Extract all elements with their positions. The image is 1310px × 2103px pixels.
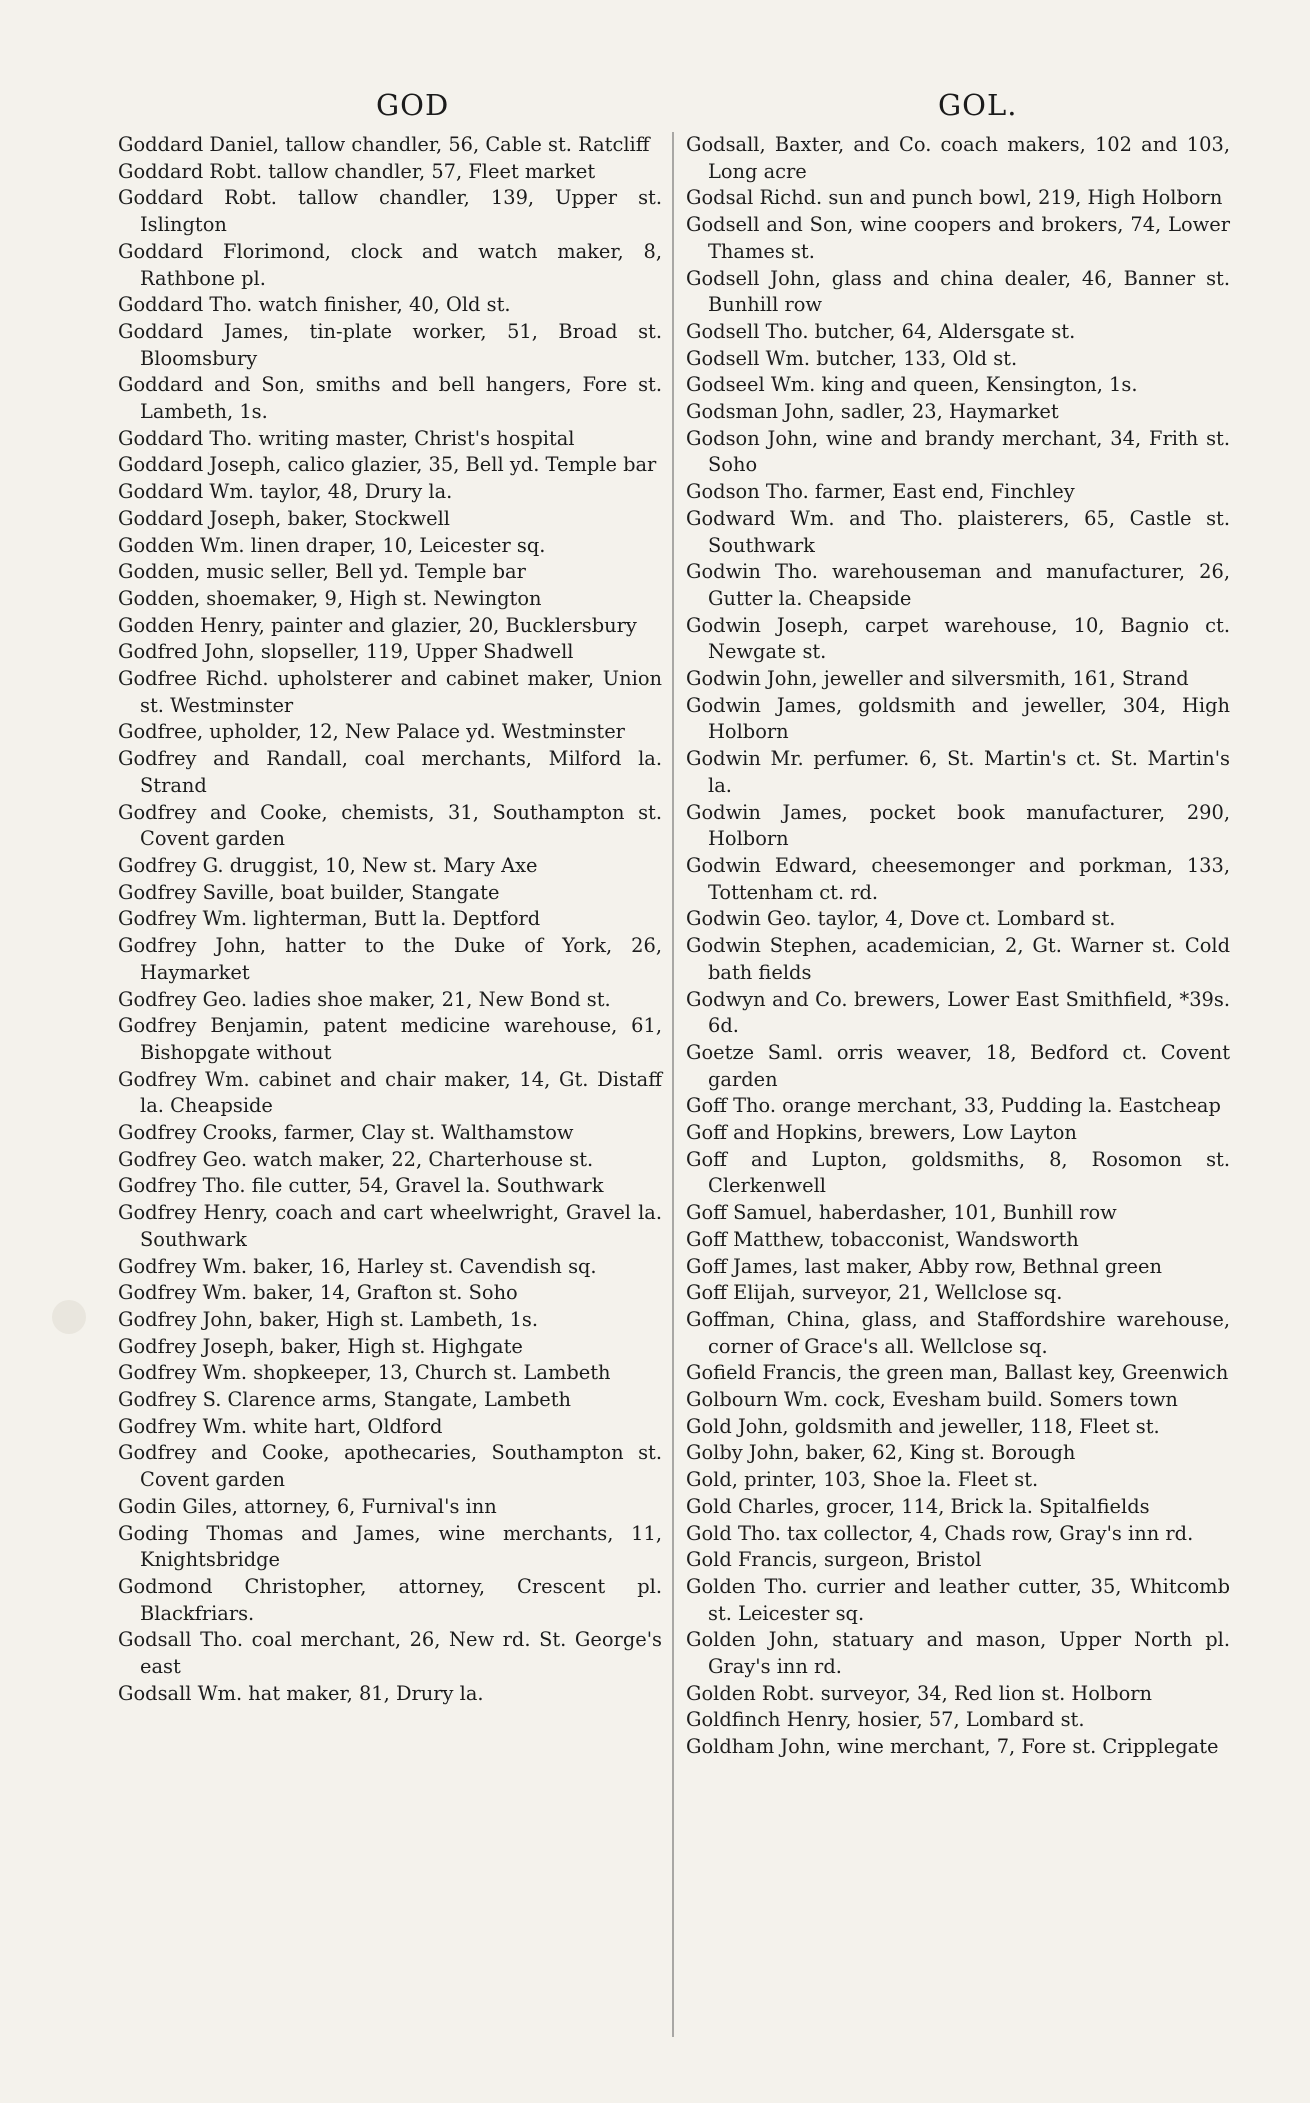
directory-entry: Godfrey Wm. white hart, Oldford	[118, 1414, 443, 1438]
directory-entry: Gofield Francis, the green man, Ballast key, Greenwich	[686, 1361, 1229, 1385]
directory-entry: Godfrey Henry, coach and cart wheelwright, Gravel la. Southwark	[118, 1201, 662, 1251]
directory-entry: Godfrey Wm. cabinet and chair maker, 14, Gt. Distaff la. Cheapside	[118, 1067, 662, 1118]
columns	[118, 132, 1234, 2037]
directory-entry: Godwin Joseph, carpet warehouse, 10, Bagnio ct. Newgate st.	[686, 613, 1230, 664]
directory-entry: Godfree Richd. upholsterer and cabinet maker, Union st. Westminster	[118, 667, 662, 717]
directory-entry: Goddard Tho. watch finisher, 40, Old st.	[118, 293, 511, 317]
directory-entry: Golden John, statuary and mason, Upper North pl. Gray's inn rd.	[686, 1628, 1230, 1679]
directory-entry: Godseel Wm. king and queen, Kensington, 1s.	[686, 373, 1138, 397]
directory-entry: Godwin Edward, cheesemonger and porkman, 133, Tottenham ct. rd.	[686, 853, 1230, 904]
directory-entry: Godfrey Wm. shopkeeper, 13, Church st. Lambeth	[118, 1361, 611, 1385]
directory-entry: Godsell and Son, wine coopers and brokers, 74, Lower Thames st.	[686, 213, 1230, 263]
directory-entry: Godfrey Tho. file cutter, 54, Gravel la. Southwark	[118, 1174, 604, 1198]
directory-entry: Godfred John, slopseller, 119, Upper Shadwell	[118, 640, 574, 664]
directory-entry: Godfrey John, baker, High st. Lambeth, 1s.	[118, 1307, 539, 1331]
directory-entry: Goetze Saml. orris weaver, 18, Bedford ct. Covent garden	[686, 1040, 1230, 1091]
left-column	[118, 132, 672, 2037]
directory-entry: Goddard Robt. tallow chandler, 139, Upper st. Islington	[118, 186, 662, 237]
directory-entry: Goddard Joseph, baker, Stockwell	[118, 506, 450, 530]
directory-entry: Godwin Mr. perfumer. 6, St. Martin's ct. St. Martin's la.	[686, 747, 1230, 797]
directory-entry: Godwyn and Co. brewers, Lower East Smithfield, *39s. 6d.	[686, 987, 1230, 1038]
directory-entry: Goff Elijah, surveyor, 21, Wellclose sq.	[686, 1281, 1063, 1305]
directory-entry: Godsell Tho. butcher, 64, Aldersgate st.	[686, 319, 1076, 343]
directory-page	[118, 88, 1234, 2048]
directory-entry: Godfrey Geo. watch maker, 22, Charterhouse st.	[118, 1147, 594, 1171]
directory-entry: Godfrey John, hatter to the Duke of York, 26, Haymarket	[118, 934, 662, 984]
directory-entry: Godsell Wm. butcher, 133, Old st.	[686, 346, 1018, 370]
directory-entry: Godson Tho. farmer, East end, Finchley	[686, 480, 1075, 504]
directory-entry: Goldfinch Henry, hosier, 57, Lombard st.	[686, 1708, 1085, 1732]
directory-entry: Godwin Tho. warehouseman and manufacturer, 26, Gutter la. Cheapside	[686, 560, 1230, 610]
directory-entry: Goff Samuel, haberdasher, 101, Bunhill row	[686, 1201, 1117, 1225]
directory-entry: Godfrey Wm. baker, 14, Grafton st. Soho	[118, 1281, 518, 1305]
directory-entry: Godfrey Crooks, farmer, Clay st. Walthamstow	[118, 1121, 574, 1145]
directory-entry: Goddard James, tin-plate worker, 51, Broad st. Bloomsbury	[118, 319, 662, 370]
directory-entry: Goff and Lupton, goldsmiths, 8, Rosomon st. Clerkenwell	[686, 1147, 1230, 1198]
directory-entry: Godfrey Wm. lighterman, Butt la. Deptford	[118, 907, 541, 931]
directory-entry: Godfrey and Cooke, chemists, 31, Southampton st. Covent garden	[118, 800, 662, 851]
directory-entry: Godsall Tho. coal merchant, 26, New rd. St. George's east	[118, 1628, 662, 1679]
column-divider	[672, 132, 674, 2037]
directory-entry: Goffman, China, glass, and Staffordshire warehouse, corner of Grace's all. Wellclose sq.	[686, 1307, 1230, 1358]
directory-entry: Godfrey Wm. baker, 16, Harley st. Cavendish sq.	[118, 1254, 597, 1278]
directory-entry: Godfrey G. druggist, 10, New st. Mary Axe	[118, 853, 538, 877]
directory-entry: Goff and Hopkins, brewers, Low Layton	[686, 1121, 1077, 1145]
directory-entry: Godmond Christopher, attorney, Crescent pl. Blackfriars.	[118, 1574, 662, 1625]
directory-entry: Godward Wm. and Tho. plaisterers, 65, Castle st. Southwark	[686, 506, 1230, 557]
directory-entry: Godfrey and Randall, coal merchants, Milford la. Strand	[118, 747, 662, 797]
directory-entry: Godin Giles, attorney, 6, Furnival's inn	[118, 1494, 497, 1518]
directory-entry: Godson John, wine and brandy merchant, 34, Frith st. Soho	[686, 426, 1230, 477]
directory-entry: Godwin James, goldsmith and jeweller, 304, High Holborn	[686, 693, 1230, 744]
directory-entry: Godden Wm. linen draper, 10, Leicester sq.	[118, 533, 546, 557]
directory-entry: Godwin Geo. taylor, 4, Dove ct. Lombard st.	[686, 907, 1116, 931]
directory-entry: Golbourn Wm. cock, Evesham build. Somers town	[686, 1388, 1178, 1412]
directory-entry: Godwin Stephen, academician, 2, Gt. Warner st. Cold bath fields	[686, 934, 1230, 984]
directory-entry: Godsal Richd. sun and punch bowl, 219, High Holborn	[686, 186, 1223, 210]
running-header	[118, 88, 1234, 128]
paper-smudge	[52, 1300, 86, 1334]
header-left: GOD	[376, 88, 450, 122]
directory-entry: Godsall, Baxter, and Co. coach makers, 102 and 103, Long acre	[686, 133, 1230, 183]
directory-entry: Godfrey S. Clarence arms, Stangate, Lambeth	[118, 1388, 572, 1412]
directory-entry: Goddard Wm. taylor, 48, Drury la.	[118, 480, 453, 504]
directory-entry: Godfrey Geo. ladies shoe maker, 21, New Bond st.	[118, 987, 611, 1011]
directory-entry: Godsman John, sadler, 23, Haymarket	[686, 400, 1059, 424]
directory-entry: Godfrey Joseph, baker, High st. Highgate	[118, 1334, 523, 1358]
directory-entry: Godfrey Saville, boat builder, Stangate	[118, 880, 500, 904]
directory-entry: Goddard and Son, smiths and bell hangers, Fore st. Lambeth, 1s.	[118, 373, 662, 424]
directory-entry: Godfrey and Cooke, apothecaries, Southampton st. Covent garden	[118, 1441, 662, 1492]
directory-entry: Godsall Wm. hat maker, 81, Drury la.	[118, 1681, 484, 1705]
directory-entry: Godfree, upholder, 12, New Palace yd. Westminster	[118, 720, 625, 744]
directory-entry: Goddard Daniel, tallow chandler, 56, Cable st. Ratcliff	[118, 133, 650, 156]
directory-entry: Goff James, last maker, Abby row, Bethnal green	[686, 1254, 1162, 1278]
directory-entry: Gold John, goldsmith and jeweller, 118, Fleet st.	[686, 1414, 1160, 1438]
directory-entry: Goddard Florimond, clock and watch maker, 8, Rathbone pl.	[118, 239, 662, 290]
directory-entry: Goding Thomas and James, wine merchants, 11, Knightsbridge	[118, 1521, 662, 1572]
directory-entry: Gold Charles, grocer, 114, Brick la. Spitalfields	[686, 1494, 1150, 1518]
right-column	[674, 132, 1230, 2037]
directory-entry: Godsell John, glass and china dealer, 46, Banner st. Bunhill row	[686, 266, 1230, 317]
directory-entry: Godfrey Benjamin, patent medicine warehouse, 61, Bishopgate without	[118, 1014, 662, 1064]
directory-entry: Goldham John, wine merchant, 7, Fore st. Cripplegate	[686, 1735, 1219, 1759]
directory-entry: Golby John, baker, 62, King st. Borough	[686, 1441, 1076, 1465]
directory-entry: Gold Tho. tax collector, 4, Chads row, Gray's inn rd.	[686, 1521, 1194, 1545]
directory-entry: Goff Tho. orange merchant, 33, Pudding la. Eastcheap	[686, 1094, 1221, 1118]
directory-entry: Goddard Tho. writing master, Christ's hospital	[118, 426, 575, 450]
header-right: GOL.	[938, 88, 1018, 122]
directory-entry: Gold, printer, 103, Shoe la. Fleet st.	[686, 1468, 1039, 1492]
directory-entry: Godwin James, pocket book manufacturer, 290, Holborn	[686, 800, 1230, 851]
directory-entry: Godden, shoemaker, 9, High st. Newington	[118, 586, 542, 610]
directory-entry: Goff Matthew, tobacconist, Wandsworth	[686, 1227, 1079, 1251]
directory-entry: Goddard Joseph, calico glazier, 35, Bell yd. Temple bar	[118, 453, 657, 477]
directory-entry: Godden Henry, painter and glazier, 20, Bucklersbury	[118, 613, 637, 637]
directory-entry: Godwin John, jeweller and silversmith, 161, Strand	[686, 667, 1189, 691]
directory-entry: Gold Francis, surgeon, Bristol	[686, 1548, 982, 1572]
directory-entry: Golden Robt. surveyor, 34, Red lion st. Holborn	[686, 1681, 1153, 1705]
directory-entry: Goddard Robt. tallow chandler, 57, Fleet market	[118, 159, 596, 183]
directory-entry: Golden Tho. currier and leather cutter, 35, Whitcomb st. Leicester sq.	[686, 1574, 1230, 1625]
directory-entry: Godden, music seller, Bell yd. Temple bar	[118, 560, 526, 584]
